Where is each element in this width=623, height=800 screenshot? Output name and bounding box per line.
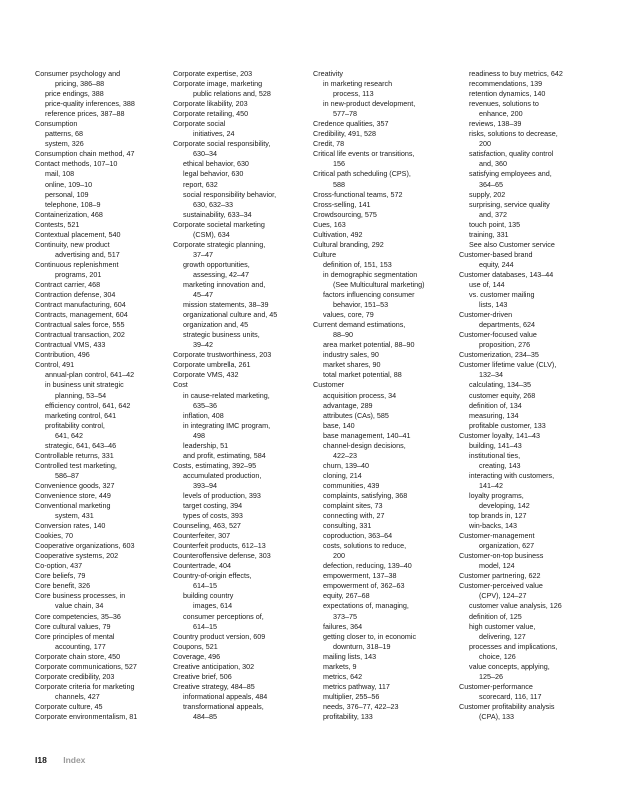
index-subentry: empowerment of, 362–63 xyxy=(323,581,405,591)
index-entry: Contracts, management, 604 xyxy=(35,310,128,320)
index-entry: Core beliefs, 79 xyxy=(35,571,86,581)
index-subentry: informational appeals, 484 xyxy=(183,691,268,701)
index-entry: Cross-selling, 141 xyxy=(313,199,371,209)
index-subentry: accumulated production, xyxy=(183,470,262,480)
index-subentry: revenues, solutions to xyxy=(469,99,539,109)
index-subentry: surprising, service quality xyxy=(469,199,550,209)
index-subentry: risks, solutions to decrease, xyxy=(469,129,558,139)
index-subentry: marketing innovation and, xyxy=(183,279,266,289)
index-entry: Corporate chain store, 450 xyxy=(35,651,121,661)
index-entry: Core business processes, in xyxy=(35,591,126,601)
index-subentry: vs. customer mailing xyxy=(469,290,535,300)
index-entry-continuation: and, 360 xyxy=(479,159,507,169)
index-entry-continuation: value chain, 34 xyxy=(55,601,104,611)
index-subentry: ethical behavior, 630 xyxy=(183,159,249,169)
index-entry: Cookies, 70 xyxy=(35,531,73,541)
index-entry: Cultivation, 492 xyxy=(313,229,363,239)
index-subentry: price-quality inferences, 388 xyxy=(45,99,135,109)
index-entry-continuation: 132–34 xyxy=(479,370,503,380)
index-entry: Critical life events or transitions, xyxy=(313,149,415,159)
index-entry: Customer loyalty, 141–43 xyxy=(459,430,540,440)
index-subentry: profitable customer, 133 xyxy=(469,420,546,430)
index-subentry: types of costs, 393 xyxy=(183,511,243,521)
index-entry-continuation: process, 113 xyxy=(333,89,374,99)
index-subentry: multiplier, 255–56 xyxy=(323,691,380,701)
index-entry: Cooperative systems, 202 xyxy=(35,551,119,561)
index-entry: Corporate image, marketing xyxy=(173,79,263,89)
index-entry-continuation: 641, 642 xyxy=(55,430,83,440)
index-subentry: mailing lists, 143 xyxy=(323,651,377,661)
index-subentry: leadership, 51 xyxy=(183,440,229,450)
index-subentry: equity, 267–68 xyxy=(323,591,370,601)
index-entry: Co-option, 437 xyxy=(35,561,83,571)
index-entry-continuation: delivering, 127 xyxy=(479,631,526,641)
index-subentry: getting closer to, in economic xyxy=(323,631,417,641)
index-subentry: total market potential, 88 xyxy=(323,370,402,380)
index-entry-continuation: 156 xyxy=(333,159,345,169)
index-entry: Corporate communications, 527 xyxy=(35,661,137,671)
index-subentry: expectations of, managing, xyxy=(323,601,409,611)
index-subentry: strategic business units, xyxy=(183,330,260,340)
index-subentry: in marketing research xyxy=(323,79,393,89)
index-subentry: base, 140 xyxy=(323,420,355,430)
index-entry: Critical path scheduling (CPS), xyxy=(313,169,411,179)
index-entry: Countertrade, 404 xyxy=(173,561,231,571)
index-subentry: building, 141–43 xyxy=(469,440,522,450)
index-entry-continuation: advertising and, 517 xyxy=(55,249,120,259)
index-subentry: mail, 108 xyxy=(45,169,75,179)
index-subentry: high customer value, xyxy=(469,621,536,631)
index-entry: Core competencies, 35–36 xyxy=(35,611,121,621)
index-subentry: in integrating IMC program, xyxy=(183,420,271,430)
index-entry-continuation: 200 xyxy=(333,551,345,561)
index-entry: Coupons, 521 xyxy=(173,641,218,651)
index-subentry: definition of, 151, 153 xyxy=(323,259,392,269)
index-subentry: in business unit strategic xyxy=(45,380,124,390)
index-entry: Culture xyxy=(313,249,337,259)
index-subentry: use of, 144 xyxy=(469,279,505,289)
index-subentry: market shares, 90 xyxy=(323,360,381,370)
index-entry: Creative strategy, 484–85 xyxy=(173,681,255,691)
page-number: I18 xyxy=(35,755,47,765)
index-entry: Contact methods, 107–10 xyxy=(35,159,118,169)
index-entry: Continuity, new product xyxy=(35,239,110,249)
index-subentry: readiness to buy metrics, 642 xyxy=(469,69,563,78)
index-subentry: and profit, estimating, 584 xyxy=(183,450,266,460)
index-entry: Credibility, 491, 528 xyxy=(313,129,376,139)
index-subentry: training, 331 xyxy=(469,229,509,239)
index-subentry: metrics, 642 xyxy=(323,671,363,681)
index-entry: Contract carrier, 468 xyxy=(35,279,101,289)
index-entry: Customer-performance xyxy=(459,681,533,691)
index-subentry: empowerment, 137–38 xyxy=(323,571,397,581)
index-entry-continuation: 484–85 xyxy=(193,712,217,721)
index-entry-continuation: proposition, 276 xyxy=(479,340,531,350)
index-entry: Contract manufacturing, 604 xyxy=(35,300,126,310)
index-entry-continuation: 635–36 xyxy=(193,400,217,410)
index-subentry: area market potential, 88–90 xyxy=(323,340,415,350)
index-entry: Credence qualities, 357 xyxy=(313,119,389,129)
index-subentry: personal, 109 xyxy=(45,189,89,199)
index-entry: Corporate umbrella, 261 xyxy=(173,360,251,370)
index-subentry: top brands in, 127 xyxy=(469,511,527,521)
index-subentry: system, 326 xyxy=(45,139,84,149)
index-entry: Creative brief, 506 xyxy=(173,671,232,681)
index-entry: Corporate social responsibility, xyxy=(173,139,271,149)
index-entry: Customer-perceived value xyxy=(459,581,543,591)
index-entry-continuation: accounting, 177 xyxy=(55,641,106,651)
index-entry: Convenience store, 449 xyxy=(35,490,111,500)
index-entry-continuation: model, 124 xyxy=(479,561,515,571)
index-subentry: annual-plan control, 641–42 xyxy=(45,370,135,380)
index-subentry: report, 632 xyxy=(183,179,218,189)
index-subentry: customer equity, 268 xyxy=(469,390,536,400)
index-subentry: reviews, 138–39 xyxy=(469,119,522,129)
index-subentry: profitability control, xyxy=(45,420,105,430)
index-entry: Continuous replenishment xyxy=(35,259,119,269)
index-entry: Customer databases, 143–44 xyxy=(459,269,554,279)
index-entry-continuation: enhance, 200 xyxy=(479,109,523,119)
index-subentry: value concepts, applying, xyxy=(469,661,550,671)
index-subentry: transformational appeals, xyxy=(183,701,264,711)
index-entry: Controlled test marketing, xyxy=(35,460,117,470)
index-entry-continuation: assessing, 42–47 xyxy=(193,269,249,279)
index-subentry: loyalty programs, xyxy=(469,490,524,500)
index-column-1 xyxy=(35,69,171,722)
index-entry: Conversion rates, 140 xyxy=(35,521,106,531)
index-entry-continuation: initiatives, 24 xyxy=(193,129,235,139)
index-entry: Cross-functional teams, 572 xyxy=(313,189,403,199)
index-entry-continuation: 422–23 xyxy=(333,450,357,460)
index-subentry: consulting, 331 xyxy=(323,521,372,531)
index-entry-continuation: channels, 427 xyxy=(55,691,100,701)
index-entry-continuation: 393–94 xyxy=(193,480,217,490)
index-entry-continuation: 630, 632–33 xyxy=(193,199,233,209)
index-subentry: base management, 140–41 xyxy=(323,430,411,440)
index-subentry: complaint sites, 73 xyxy=(323,501,383,511)
index-subentry: price endings, 388 xyxy=(45,89,104,99)
index-entry: Customer-based brand xyxy=(459,249,533,259)
index-entry: Core cultural values, 79 xyxy=(35,621,111,631)
index-entry: Customer lifetime value (CLV), xyxy=(459,360,557,370)
index-entry: Consumption chain method, 47 xyxy=(35,149,135,159)
index-subentry: consumer perceptions of, xyxy=(183,611,264,621)
index-entry-continuation: organization, 627 xyxy=(479,541,535,551)
index-entry: Costs, estimating, 392–95 xyxy=(173,460,257,470)
index-entry-continuation: public relations and, 528 xyxy=(193,89,271,99)
index-entry-continuation: lists, 143 xyxy=(479,300,508,310)
index-subentry: organization and, 45 xyxy=(183,320,249,330)
index-subentry: values, core, 79 xyxy=(323,310,374,320)
index-entry: Cultural branding, 292 xyxy=(313,239,384,249)
index-entry-continuation: 614–15 xyxy=(193,581,217,591)
index-entry-continuation: pricing, 386–88 xyxy=(55,79,105,89)
index-entry-continuation: planning, 53–54 xyxy=(55,390,107,400)
index-entry: Corporate retailing, 450 xyxy=(173,109,249,119)
index-entry-continuation: downturn, 318–19 xyxy=(333,641,391,651)
index-entry: Cooperative organizations, 603 xyxy=(35,541,135,551)
index-subentry: growth opportunities, xyxy=(183,259,250,269)
index-entry: Corporate credibility, 203 xyxy=(35,671,115,681)
section-label: Index xyxy=(63,755,86,765)
index-subentry: mission statements, 38–39 xyxy=(183,300,269,310)
index-subentry: industry sales, 90 xyxy=(323,350,379,360)
index-entry: Control, 491 xyxy=(35,360,75,370)
index-subentry: customer value analysis, 126 xyxy=(469,601,562,611)
index-subentry: win-backs, 143 xyxy=(469,521,517,531)
index-entry: Credit, 78 xyxy=(313,139,345,149)
index-entry-continuation: 141–42 xyxy=(479,480,503,490)
index-entry: Core benefit, 326 xyxy=(35,581,91,591)
index-entry: Conventional marketing xyxy=(35,501,111,511)
index-entry: Customer-on-top business xyxy=(459,551,544,561)
index-subentry: profitability, 133 xyxy=(323,712,373,721)
index-entry: Country product version, 609 xyxy=(173,631,266,641)
index-entry-continuation: departments, 624 xyxy=(479,320,535,330)
index-entry-continuation: 364–65 xyxy=(479,179,503,189)
index-subentry: in cause-related marketing, xyxy=(183,390,270,400)
index-subentry: communities, 439 xyxy=(323,480,380,490)
index-subentry: in new-product development, xyxy=(323,99,416,109)
index-subentry: satisfaction, quality control xyxy=(469,149,554,159)
index-subentry: supply, 202 xyxy=(469,189,506,199)
index-entry: Corporate environmentalism, 81 xyxy=(35,712,138,721)
index-subentry: attributes (CAs), 585 xyxy=(323,410,389,420)
index-entry-continuation: 125–26 xyxy=(479,671,503,681)
index-subentry: strategic, 641, 643–46 xyxy=(45,440,117,450)
index-entry-continuation: system, 431 xyxy=(55,511,94,521)
index-subentry: marketing control, 641 xyxy=(45,410,117,420)
index-entry-continuation: (CPV), 124–27 xyxy=(479,591,527,601)
index-entry: Country-of-origin effects, xyxy=(173,571,252,581)
index-entry-continuation: 614–15 xyxy=(193,621,217,631)
index-entry-continuation: (See Multicultural marketing) xyxy=(333,279,425,289)
index-subentry: churn, 139–40 xyxy=(323,460,369,470)
index-entry-continuation: images, 614 xyxy=(193,601,233,611)
index-subentry: online, 109–10 xyxy=(45,179,93,189)
index-entry: Customerization, 234–35 xyxy=(459,350,539,360)
index-subentry: organizational culture and, 45 xyxy=(183,310,278,320)
index-subentry: retention dynamics, 140 xyxy=(469,89,546,99)
index-entry: Contribution, 496 xyxy=(35,350,90,360)
index-entry: Customer-driven xyxy=(459,310,513,320)
index-entry: Corporate VMS, 432 xyxy=(173,370,239,380)
index-entry: Corporate likability, 203 xyxy=(173,99,248,109)
index-entry-continuation: 577–78 xyxy=(333,109,357,119)
index-subentry: cloning, 214 xyxy=(323,470,362,480)
index-subentry: inflation, 408 xyxy=(183,410,224,420)
index-entry: Corporate trustworthiness, 203 xyxy=(173,350,272,360)
index-entry: Corporate expertise, 203 xyxy=(173,69,253,78)
index-entry: Contractual transaction, 202 xyxy=(35,330,125,340)
index-subentry: levels of production, 393 xyxy=(183,490,261,500)
index-entry: Contraction defense, 304 xyxy=(35,290,116,300)
index-column-3 xyxy=(313,69,449,722)
index-entry: Corporate strategic planning, xyxy=(173,239,266,249)
index-subentry: definition of, 125 xyxy=(469,611,522,621)
index-entry: Contractual VMS, 433 xyxy=(35,340,106,350)
index-entry: Customer-focused value xyxy=(459,330,537,340)
index-subentry: building country xyxy=(183,591,234,601)
index-subentry: social responsibility behavior, xyxy=(183,189,277,199)
index-subentry: target costing, 394 xyxy=(183,501,243,511)
index-subentry: definition of, 134 xyxy=(469,400,522,410)
index-entry: Consumer psychology and xyxy=(35,69,121,78)
index-entry-continuation: 498 xyxy=(193,430,205,440)
index-entry-continuation: programs, 201 xyxy=(55,269,102,279)
index-entry: Consumption xyxy=(35,119,78,129)
index-entry-continuation: 37–47 xyxy=(193,249,213,259)
index-entry-continuation: creating, 143 xyxy=(479,460,521,470)
index-subentry: interacting with customers, xyxy=(469,470,555,480)
index-entry: Customer profitability analysis xyxy=(459,701,555,711)
index-subentry: connecting with, 27 xyxy=(323,511,385,521)
index-subentry: calculating, 134–35 xyxy=(469,380,531,390)
index-column-2 xyxy=(173,69,309,722)
index-entry-continuation: 200 xyxy=(479,139,491,149)
index-entry: Corporate societal marketing xyxy=(173,219,265,229)
index-subentry: touch point, 135 xyxy=(469,219,521,229)
index-subentry: legal behavior, 630 xyxy=(183,169,244,179)
index-entry-continuation: 630–34 xyxy=(193,149,217,159)
index-subentry: recommendations, 139 xyxy=(469,79,543,89)
index-subentry: markets, 9 xyxy=(323,661,357,671)
index-subentry: factors influencing consumer xyxy=(323,290,415,300)
index-entry: Counteroffensive defense, 303 xyxy=(173,551,271,561)
index-subentry: complaints, satisfying, 368 xyxy=(323,490,408,500)
index-entry: Containerization, 468 xyxy=(35,209,103,219)
index-entry-continuation: developing, 142 xyxy=(479,501,530,511)
page-footer xyxy=(35,755,85,765)
index-entry-continuation: (CPA), 133 xyxy=(479,712,515,721)
index-entry-continuation: behavior, 151–53 xyxy=(333,300,389,310)
index-entry: Crowdsourcing, 575 xyxy=(313,209,377,219)
index-entry-continuation: and, 372 xyxy=(479,209,507,219)
index-entry: Counterfeiter, 307 xyxy=(173,531,231,541)
index-entry: Contextual placement, 540 xyxy=(35,229,121,239)
index-entry: Customer partnering, 622 xyxy=(459,571,541,581)
index-subentry: sustainability, 633–34 xyxy=(183,209,252,219)
index-subentry: processes and implications, xyxy=(469,641,558,651)
index-entry-continuation: (CSM), 634 xyxy=(193,229,230,239)
index-subentry: telephone, 108–9 xyxy=(45,199,101,209)
index-subentry: measuring, 134 xyxy=(469,410,519,420)
index-subentry: defection, reducing, 139–40 xyxy=(323,561,412,571)
index-subentry: patterns, 68 xyxy=(45,129,83,139)
index-subentry: institutional ties, xyxy=(469,450,521,460)
index-subentry: coproduction, 363–64 xyxy=(323,531,393,541)
index-entry: Cues, 163 xyxy=(313,219,346,229)
index-subentry: costs, solutions to reduce, xyxy=(323,541,407,551)
index-subentry: efficiency control, 641, 642 xyxy=(45,400,131,410)
index-entry-continuation: 45–47 xyxy=(193,290,213,300)
index-entry-continuation: 373–75 xyxy=(333,611,357,621)
index-entry-continuation: equity, 244 xyxy=(479,259,514,269)
index-entry: Contests, 521 xyxy=(35,219,80,229)
index-entry: Corporate culture, 45 xyxy=(35,701,103,711)
index-entry: Cost xyxy=(173,380,188,390)
index-entry: Creative anticipation, 302 xyxy=(173,661,255,671)
index-entry: Coverage, 496 xyxy=(173,651,221,661)
index-subentry: needs, 376–77, 422–23 xyxy=(323,701,399,711)
index-entry: Controllable returns, 331 xyxy=(35,450,114,460)
index-entry: Creativity xyxy=(313,69,343,78)
index-entry-continuation: 588 xyxy=(333,179,345,189)
index-entry: Counseling, 463, 527 xyxy=(173,521,241,531)
index-entry: Corporate social xyxy=(173,119,226,129)
index-entry-continuation: 586–87 xyxy=(55,470,79,480)
index-entry-continuation: scorecard, 116, 117 xyxy=(479,691,542,701)
index-subentry: acquisition process, 34 xyxy=(323,390,397,400)
index-entry-continuation: 39–42 xyxy=(193,340,213,350)
index-entry: Customer-management xyxy=(459,531,535,541)
index-subentry: See also Customer service xyxy=(469,239,555,249)
index-subentry: in demographic segmentation xyxy=(323,269,418,279)
index-subentry: reference prices, 387–88 xyxy=(45,109,125,119)
index-entry: Counterfeit products, 612–13 xyxy=(173,541,266,551)
index-entry: Customer xyxy=(313,380,345,390)
index-entry: Core principles of mental xyxy=(35,631,115,641)
index-entry: Corporate criteria for marketing xyxy=(35,681,135,691)
index-subentry: metrics pathway, 117 xyxy=(323,681,390,691)
index-entry-continuation: 88–90 xyxy=(333,330,353,340)
index-subentry: satisfying employees and, xyxy=(469,169,552,179)
index-column-4 xyxy=(459,69,595,722)
index-subentry: failures, 364 xyxy=(323,621,363,631)
index-subentry: advantage, 289 xyxy=(323,400,373,410)
index-entry-continuation: choice, 126 xyxy=(479,651,516,661)
index-entry: Convenience goods, 327 xyxy=(35,480,115,490)
index-entry: Contractual sales force, 555 xyxy=(35,320,125,330)
index-subentry: channel-design decisions, xyxy=(323,440,406,450)
index-entry: Current demand estimations, xyxy=(313,320,406,330)
